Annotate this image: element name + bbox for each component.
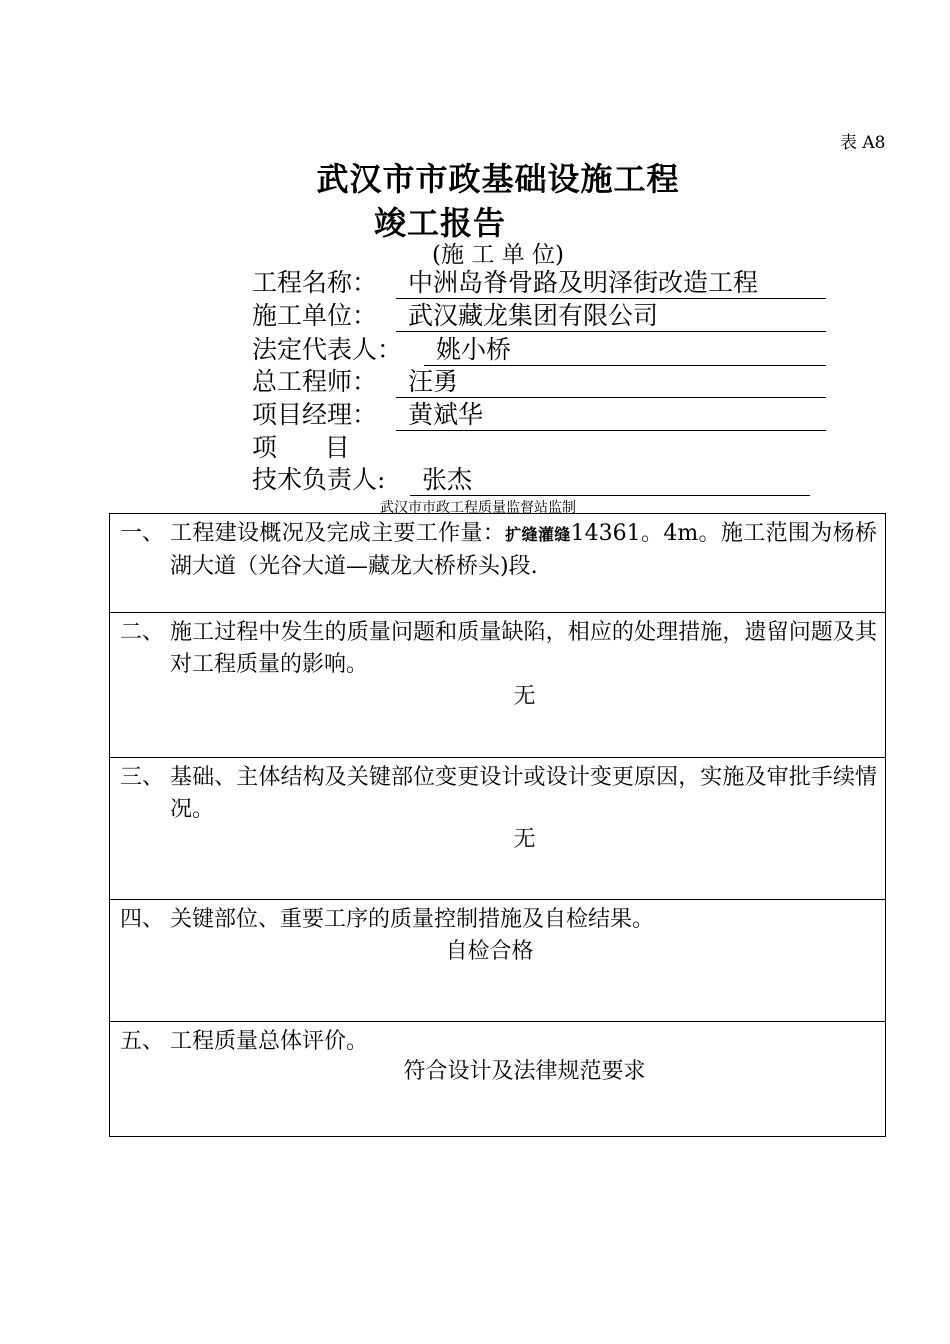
field-project-name [252, 267, 759, 299]
section-answer: 符合设计及法律规范要求 [403, 1059, 646, 1084]
unit-subtitle: (施 工 单 位) [432, 242, 564, 268]
field-value: 张杰 [410, 466, 810, 496]
field-tech-lead [252, 464, 473, 496]
section-number: 五、 [120, 1029, 165, 1054]
field-label: 技术负责人: [252, 465, 386, 494]
section-overview [110, 514, 885, 612]
section-number: 一、 [120, 521, 165, 546]
field-value: 武汉藏龙集团有限公司 [396, 302, 826, 332]
section-number: 三、 [120, 765, 165, 790]
field-label: 工程名称： [252, 268, 378, 297]
field-label: 项目经理： [252, 400, 378, 429]
field-value: 中洲岛脊骨路及明泽街改造工程 [396, 269, 826, 299]
section-answer: 无 [513, 827, 536, 852]
field-value: 黄斌华 [396, 401, 826, 431]
field-value: 汪勇 [396, 368, 826, 398]
field-project-manager [252, 399, 484, 431]
section-question: 工程建设概况及完成主要工作量： [170, 521, 506, 546]
field-label: 法定代表人： [252, 335, 403, 364]
form-code: 表 A8 [840, 133, 886, 153]
section-answer: 无 [513, 684, 536, 709]
section-number: 四、 [120, 907, 165, 932]
report-table [109, 513, 886, 1137]
page-title-sub: 竣工报告 [373, 204, 506, 242]
section-quality-control [110, 899, 885, 1021]
section-overall-evaluation [110, 1021, 885, 1136]
section-design-changes [110, 757, 885, 899]
field-label: 项 目 [252, 433, 350, 462]
field-contractor [252, 300, 659, 332]
section-answer: 自检合格 [445, 939, 534, 964]
supervise-note: 武汉市市政工程质量监督站监制 [380, 500, 576, 516]
section-number: 二、 [120, 620, 165, 645]
section-question-cont: 14361。4m。施工范围为杨桥湖大道（光谷大道—藏龙大桥桥头)段. [170, 521, 877, 579]
section-question: 工程质量总体评价。 [170, 1029, 369, 1054]
section-question: 基础、主体结构及关键部位变更设计或设计变更原因，实施及审批手续情况。 [170, 765, 877, 822]
field-value: 姚小桥 [424, 336, 826, 366]
section-question: 施工过程中发生的质量问题和质量缺陷，相应的处理措施，遗留问题及其对工程质量的影响。 [170, 620, 877, 677]
page-title: 武汉市市政基础设施工程 [316, 160, 680, 198]
section-quality-issues [110, 612, 885, 757]
field-label: 施工单位： [252, 301, 378, 330]
section-question: 关键部位、重要工序的质量控制措施及自检结果。 [170, 907, 655, 932]
field-label: 总工程师： [252, 367, 378, 396]
field-chief-engineer [252, 366, 459, 398]
section-question-bold: 扩缝灌缝 [505, 525, 571, 544]
